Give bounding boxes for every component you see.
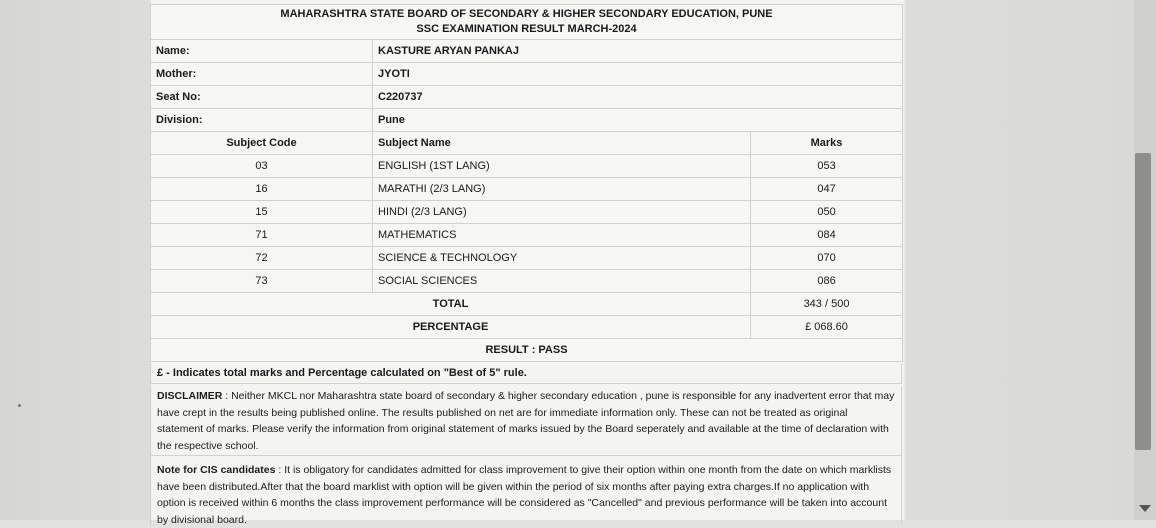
- subject-marks: 047: [751, 178, 903, 201]
- table-row: [151, 247, 903, 270]
- student-row-seat: [151, 86, 903, 109]
- total-value: 343 / 500: [751, 293, 903, 316]
- page-mark: [18, 404, 21, 407]
- subject-name: HINDI (2/3 LANG): [373, 201, 751, 224]
- subject-name: MATHEMATICS: [373, 224, 751, 247]
- subject-name: MARATHI (2/3 LANG): [373, 178, 751, 201]
- student-row-division: [151, 109, 903, 132]
- table-row: [151, 201, 903, 224]
- subject-code: 72: [151, 247, 373, 270]
- subject-code-header: Subject Code: [151, 132, 373, 155]
- division-value: Pune: [373, 109, 903, 132]
- subject-marks: 050: [751, 201, 903, 224]
- subject-marks: 086: [751, 270, 903, 293]
- table-row: [151, 224, 903, 247]
- result-status: RESULT : PASS: [151, 339, 903, 362]
- scrollbar-thumb[interactable]: [1135, 153, 1151, 450]
- total-label: TOTAL: [151, 293, 751, 316]
- disclaimer-text: : Neither MKCL nor Maharashtra state board of secondary & higher secondary education , pune is responsible for any inadvertent error that may have crept in the results being published online. The results published on net are for immediate information only. These can not be treated as original statement of marks. Please verify the information from original statement of marks issued by the Board seperately and available at the time of declaration with the respective school.: [157, 390, 895, 452]
- table-row: [151, 155, 903, 178]
- subject-marks: 084: [751, 224, 903, 247]
- mother-label: Mother:: [151, 63, 373, 86]
- scroll-down-arrow-icon[interactable]: [1139, 505, 1151, 512]
- percentage-row: [151, 316, 903, 339]
- result-table: [150, 4, 903, 362]
- subject-name-header: Subject Name: [373, 132, 751, 155]
- name-label: Name:: [151, 40, 373, 63]
- percentage-value: £ 068.60: [751, 316, 903, 339]
- division-label: Division:: [151, 109, 373, 132]
- cis-note-text: : It is obligatory for candidates admitted for class improvement to give their option within one month from the date on which marklists have been distributed.After that the board marklist with option will be given within the period of six months after paying extra charges.If no application with option is received within 6 months the class improvement performance will be considered as "Cancelled" and previous performance will be taken into account by divisional board.: [157, 464, 892, 526]
- mother-value: JYOTI: [373, 63, 903, 86]
- seat-label: Seat No:: [151, 86, 373, 109]
- seat-value: C220737: [373, 86, 903, 109]
- subject-name: ENGLISH (1ST LANG): [373, 155, 751, 178]
- subject-code: 15: [151, 201, 373, 224]
- subject-name: SCIENCE & TECHNOLOGY: [373, 247, 751, 270]
- board-name: MAHARASHTRA STATE BOARD OF SECONDARY & HIGHER SECONDARY EDUCATION, PUNE: [280, 8, 773, 20]
- board-header: [151, 5, 903, 40]
- subject-marks: 053: [751, 155, 903, 178]
- subject-code: 73: [151, 270, 373, 293]
- total-row: [151, 293, 903, 316]
- subject-code: 71: [151, 224, 373, 247]
- subject-code: 03: [151, 155, 373, 178]
- disclaimer: [150, 386, 902, 456]
- subject-marks: 070: [751, 247, 903, 270]
- cis-note: [150, 456, 902, 526]
- marks-header: Marks: [751, 132, 903, 155]
- percentage-label: PERCENTAGE: [151, 316, 751, 339]
- subject-name: SOCIAL SCIENCES: [373, 270, 751, 293]
- disclaimer-title: DISCLAIMER: [157, 390, 223, 402]
- student-row-name: [151, 40, 903, 63]
- subject-code: 16: [151, 178, 373, 201]
- cis-note-title: Note for CIS candidates: [157, 464, 276, 476]
- best-of-five-note: £ - Indicates total marks and Percentage calculated on "Best of 5" rule.: [150, 364, 902, 384]
- column-header-row: [151, 132, 903, 155]
- table-row: [151, 178, 903, 201]
- result-row: [151, 339, 903, 362]
- student-row-mother: [151, 63, 903, 86]
- name-value: KASTURE ARYAN PANKAJ: [373, 40, 903, 63]
- table-row: [151, 270, 903, 293]
- board-header-row: [151, 5, 903, 40]
- exam-title: SSC EXAMINATION RESULT MARCH-2024: [416, 23, 637, 35]
